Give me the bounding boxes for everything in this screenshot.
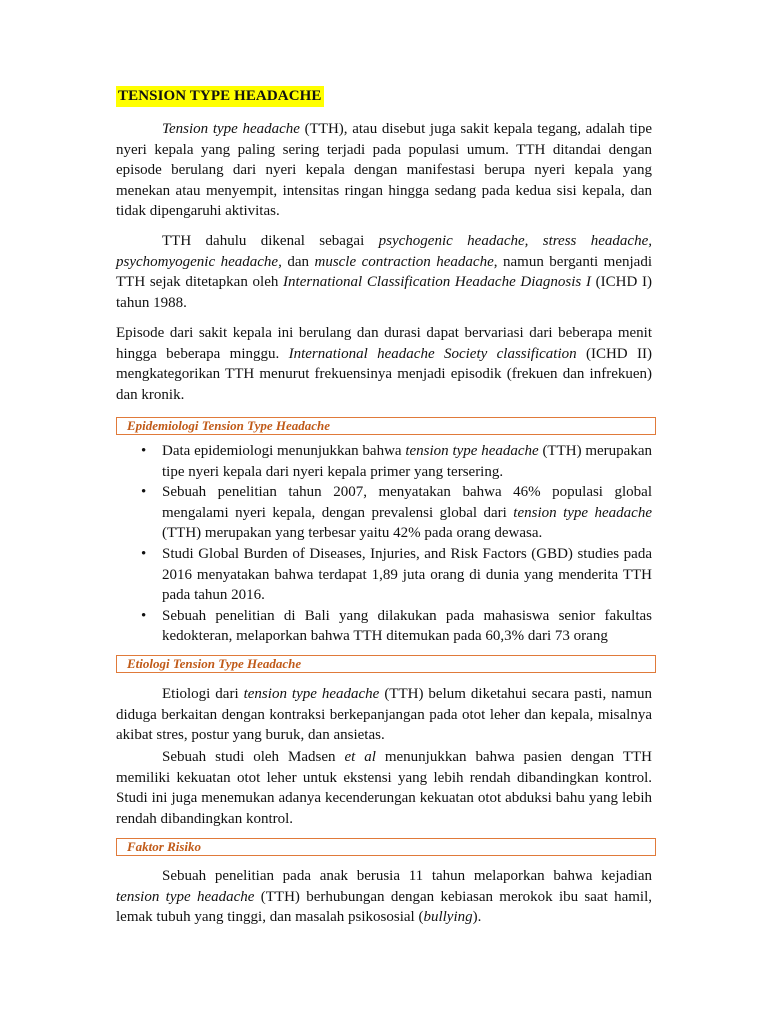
list-item <box>116 441 652 482</box>
paragraph-text: Etiologi dari <box>162 686 244 702</box>
paragraph-text: Episode dari sakit kepala ini berulang dan durasi dapat bervariasi dari beberapa menit hingga beberapa minggu. <box>116 325 652 362</box>
section-heading-epidemiology: Epidemiologi Tension Type Headache <box>116 417 656 435</box>
section-heading-etiology: Etiologi Tension Type Headache <box>116 655 656 673</box>
italic-term: tension type headache <box>405 443 539 459</box>
paragraph-text: ). <box>472 909 482 926</box>
paragraph-text: (TTH) belum diketahui secara pasti, namun diduga berkaitan dengan kontraksi berkepanjangan pada otot leher dan kepala, misalnya akibat stres, postur yang buruk, dan ansietas. <box>116 686 653 744</box>
paragraph-text: menunjukkan bahwa pasien dengan TTH memiliki kekuatan otot leher untuk ekstensi yang lebih rendah dibandingkan kontrol. Studi ini juga menemukan adanya kecenderungan kekuatan otot abduksi bahu yang lebih rendah dibandingkan kontrol. <box>116 749 652 827</box>
list-item <box>116 482 652 544</box>
paragraph-text: dan <box>281 253 315 270</box>
italic-term: Tension type headache <box>162 121 300 137</box>
list-item-text: Sebuah penelitian tahun 2007, menyatakan bahwa 46% populasi global mengalami nyeri kepala, dengan prevalensi global dari <box>162 484 652 521</box>
paragraph-text: (ICHD I) tahun 1988. <box>116 274 653 311</box>
paragraph-text: , namun berganti menjadi TTH sejak ditetapkan oleh <box>116 253 652 291</box>
paragraph-text: TTH dahulu dikenal sebagai <box>162 233 379 249</box>
etiology-paragraph-2 <box>116 747 652 829</box>
italic-term: psychogenic headache, stress headache, psychomyogenic headache, <box>116 233 652 270</box>
intro-paragraph-2 <box>116 231 652 313</box>
paragraph-text: (TTH) berhubungan dengan kebiasan merokok ibu saat hamil, lemak tubuh yang tinggi, dan masalah psikososial ( <box>116 888 652 926</box>
etiology-paragraph-1 <box>116 684 652 746</box>
intro-paragraph-1 <box>116 119 652 222</box>
paragraph-text: Sebuah studi oleh Madsen <box>162 749 345 765</box>
risk-paragraph-1 <box>116 866 652 928</box>
list-item-text: (TTH) merupakan yang terbesar yaitu 42% pada orang dewasa. <box>162 525 543 542</box>
italic-term: bullying <box>423 909 473 926</box>
italic-term: tension type headache <box>513 504 652 521</box>
paragraph-text: (TTH), atau disebut juga sakit kepala tegang, adalah tipe nyeri kepala yang paling sering terjadi pada populasi umum. TTH ditandai dengan episode berulang dari nyeri kepala dengan manifestasi berupa nyeri kepala yang menekan atau menyempit, intensitas ringan hingga sedang pada kedua sisi kepala, dan tidak dipengaruhi aktivitas. <box>116 121 653 220</box>
section-heading-risk-factors: Faktor Risiko <box>116 838 656 856</box>
document-title: TENSION TYPE HEADACHE <box>116 86 324 107</box>
paragraph-text: (ICHD II) mengkategorikan TTH menurut frekuensinya menjadi episodik (frekuen dan infrekuen) dan kronik. <box>116 345 652 403</box>
italic-term: tension type headache <box>243 686 380 702</box>
list-item-text: Sebuah penelitian di Bali yang dilakukan pada mahasiswa senior fakultas kedokteran, melaporkan bahwa TTH ditemukan pada 60,3% dari 73 orang <box>162 607 652 645</box>
paragraph-text: Sebuah penelitian pada anak berusia 11 tahun melaporkan bahwa kejadian <box>162 868 652 884</box>
italic-term: muscle contraction headache <box>314 253 494 270</box>
list-item-text: (TTH) merupakan tipe nyeri kepala dari nyeri kepala primer yang tersering. <box>162 443 652 480</box>
intro-paragraph-3 <box>116 323 652 405</box>
italic-term: International headache Society classification <box>288 345 577 362</box>
list-item <box>116 544 652 606</box>
italic-term: International Classification Headache Diagnosis I <box>283 274 591 291</box>
epidemiology-bullet-list <box>116 441 652 647</box>
italic-term: tension type headache <box>116 888 255 905</box>
list-item-text: Data epidemiologi menunjukkan bahwa <box>162 443 406 459</box>
italic-term: et al <box>344 749 376 765</box>
list-item-text: Studi Global Burden of Diseases, Injuries, and Risk Factors (GBD) studies pada 2016 menyatakan bahwa terdapat 1,89 juta orang di dunia yang menderita TTH pada tahun 2016. <box>162 545 652 604</box>
list-item <box>116 606 652 647</box>
